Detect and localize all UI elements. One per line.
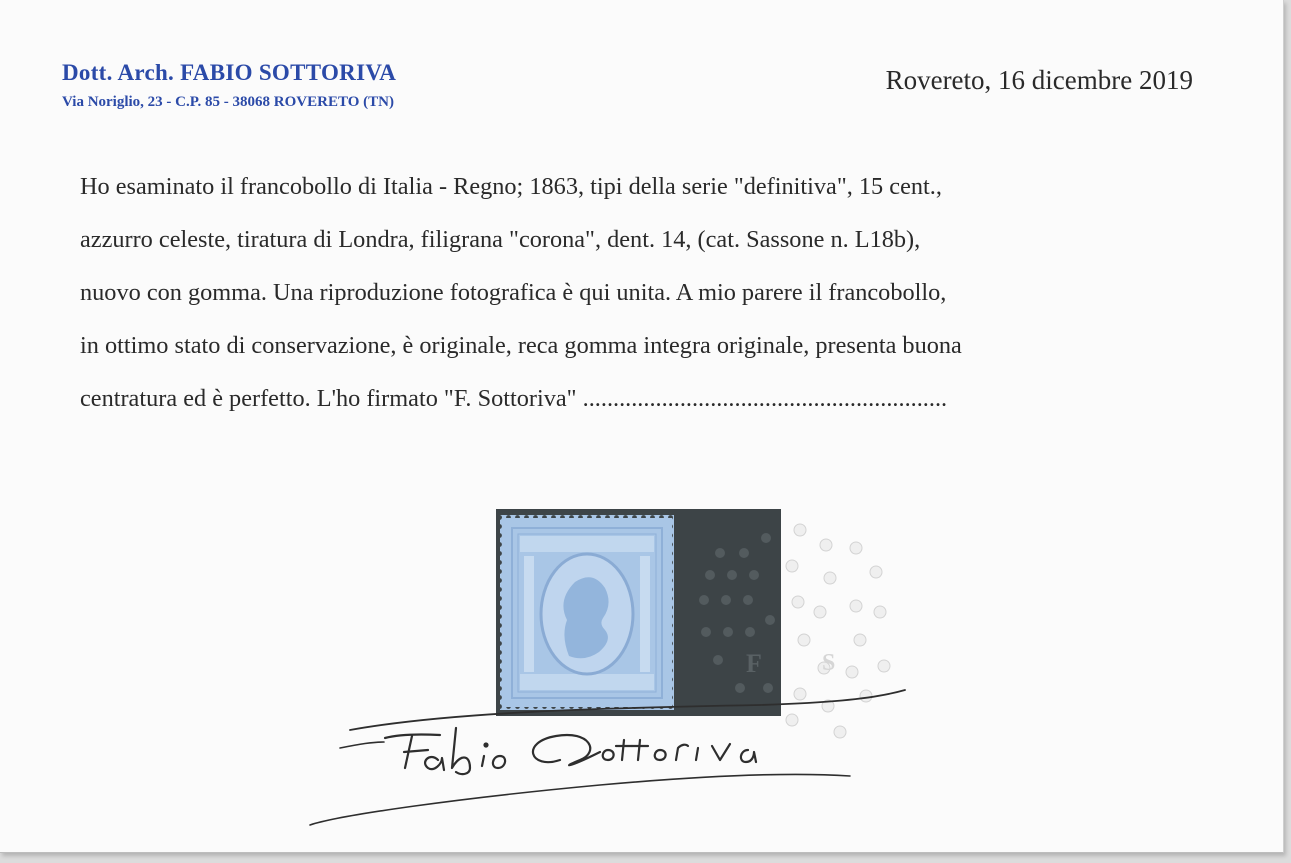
- body-line-5: centratura ed è perfetto. L'ho firmato "F. Sottoriva" ............................................................: [80, 385, 948, 412]
- body-line-2: azzurro celeste, tiratura di Londra, filigrana "corona", dent. 14, (cat. Sassone n. L18b),: [80, 226, 921, 253]
- date-line: Rovereto, 16 dicembre 2019: [885, 65, 1193, 95]
- body-line-1: Ho esaminato il francobollo di Italia - Regno; 1863, tipi della serie "definitiva", 15 cent.,: [80, 173, 942, 200]
- letterhead-name: Dott. Arch. FABIO SOTTORIVA: [62, 60, 397, 85]
- body-line-4: in ottimo stato di conservazione, è originale, reca gomma integra originale, presenta buona: [80, 332, 962, 359]
- perfin-letter-f: F: [746, 649, 762, 678]
- letterhead-address: Via Noriglio, 23 - C.P. 85 - 38068 ROVERETO (TN): [62, 94, 394, 110]
- body-line-3: nuovo con gomma. Una riproduzione fotografica è qui unita. A mio parere il francobollo,: [80, 279, 947, 306]
- perfin-letter-s: S: [822, 650, 836, 676]
